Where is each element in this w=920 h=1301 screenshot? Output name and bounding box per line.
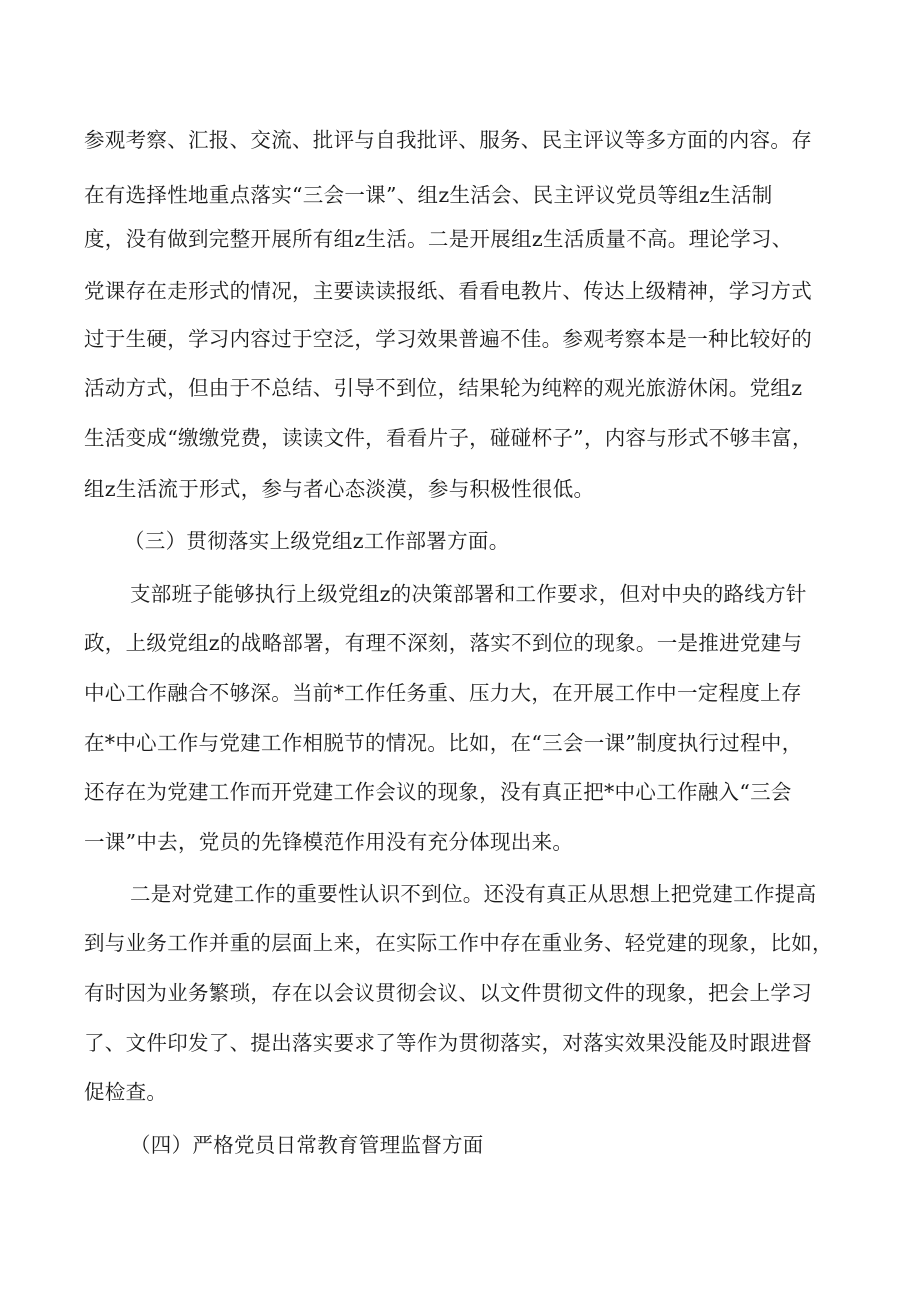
- text-line: 了、文件印发了、提出落实要求了等作为贯彻落实，对落实效果没能及时跟进督: [84, 1031, 812, 1055]
- text-line: 促检查。: [84, 1080, 168, 1104]
- text-line: 活动方式，但由于不总结、引导不到位，结果轮为纯粹的观光旅游休闲。党组z: [84, 376, 803, 400]
- text-line: 二是对党建工作的重要性认识不到位。还没有真正从思想上把党建工作提高: [130, 882, 817, 906]
- text-line: 一课”中去，党员的先锋模范作用没有充分体现出来。: [84, 830, 574, 854]
- text-line: 参观考察、汇报、交流、批评与自我批评、服务、民主评议等多方面的内容。存: [84, 128, 812, 152]
- text-line: 过于生硬，学习内容过于空泛，学习效果普遍不佳。参观考察本是一种比较好的: [84, 327, 812, 351]
- section-heading: （四）严格党员日常教育管理监督方面: [130, 1133, 484, 1157]
- text-line: 还存在为党建工作而开党建工作会议的现象，没有真正把*中心工作融入“三会: [84, 780, 792, 804]
- text-line: 党课存在走形式的情况，主要读读报纸、看看电教片、传达上级精神，学习方式: [84, 279, 812, 303]
- text-line: 到与业务工作并重的层面上来，在实际工作中存在重业务、轻党建的现象，比如，: [84, 931, 833, 955]
- text-line: 在*中心工作与党建工作相脱节的情况。比如，在“三会一课”制度执行过程中，: [84, 731, 803, 755]
- text-line: 组z生活流于形式，参与者心态淡漠，参与积极性很低。: [84, 477, 595, 501]
- text-line: 度，没有做到完整开展所有组z生活。二是开展组z生活质量不高。理论学习、: [84, 227, 793, 251]
- text-line: 生活变成“缴缴党费，读读文件，看看片子，碰碰杯子”，内容与形式不够丰富，: [84, 426, 813, 450]
- section-heading: （三）贯彻落实上级党组z工作部署方面。: [124, 529, 510, 553]
- text-line: 有时因为业务繁琐，存在以会议贯彻会议、以文件贯彻文件的现象，把会上学习: [84, 981, 812, 1005]
- text-line: 中心工作融合不够深。当前*工作任务重、压力大，在开展工作中一定程度上存: [84, 681, 802, 705]
- text-line: 在有选择性地重点落实“三会一课”、组z生活会、民主评议党员等组z生活制: [84, 183, 773, 207]
- text-line: 支部班子能够执行上级党组z的决策部署和工作要求，但对中央的路线方针: [130, 582, 807, 606]
- text-line: 政，上级党组z的战略部署，有理不深刻，落实不到位的现象。一是推进党建与: [84, 631, 803, 655]
